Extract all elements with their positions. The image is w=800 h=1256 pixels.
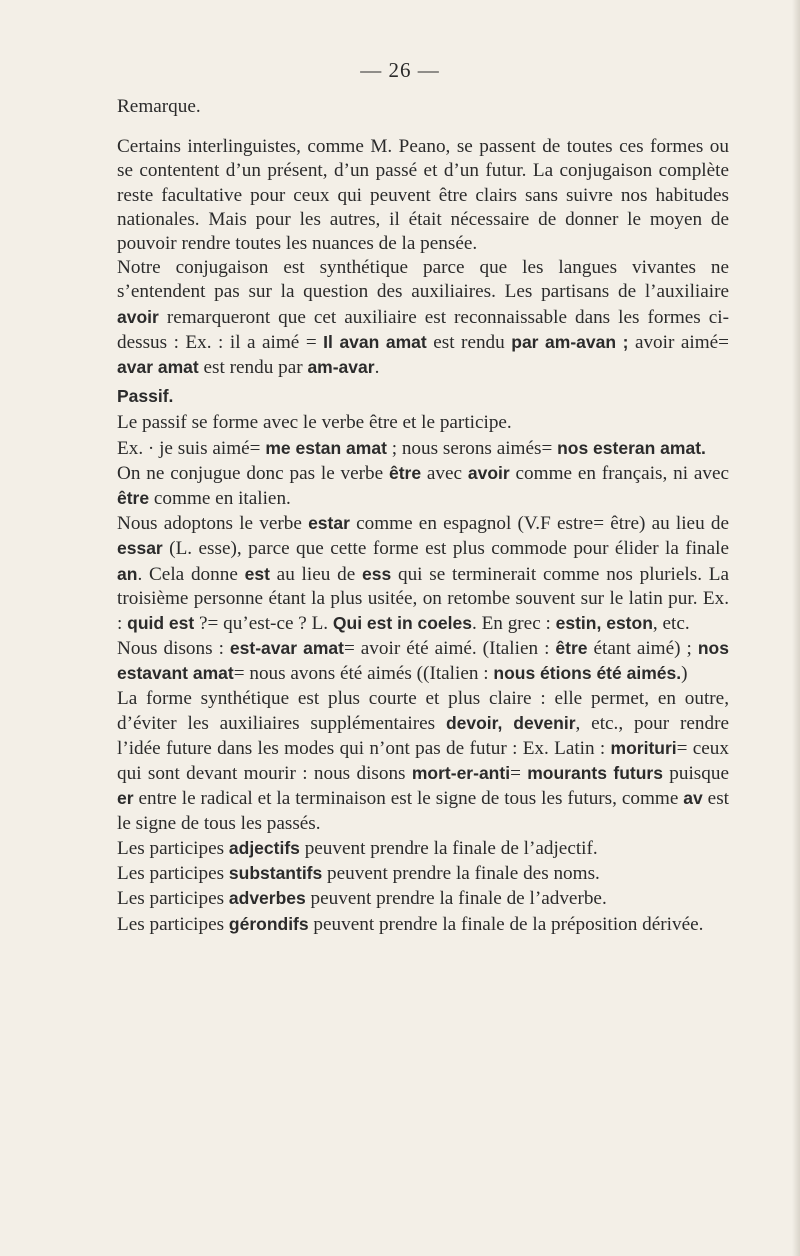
paragraph-8: La forme synthétique est plus courte et plus claire : elle permet, en outre, d’éviter les auxiliaires supplémentaires devoir, devenir, etc., pour rendre l’idée future dans les modes qui n’ont pas de futur : Ex. Latin : morituri= ceux qui sont devant mourir : nous disons mort-er-anti= mourants futurs puisque er entre le radical et la terminaison est le signe de tous les futurs, comme av est le signe de tous les passés. [117, 687, 729, 834]
page-body [117, 95, 729, 937]
subheading-passif: Passif. [117, 386, 174, 407]
example-avar-amat: avar amat [117, 357, 199, 378]
paragraph-1: Certains interlinguistes, comme M. Peano, se passent de toutes ces formes ou se contentent d’un présent, d’un passé et d’un futur. La conjugaison complète reste facultative pour ceux qui peuvent être clairs sans suivre nos habitudes nationales. Mais pour les autres, il était nécessaire de donner le moyen de pouvoir rendre toutes les nuances de la pensée. [117, 136, 729, 255]
page-number: — 26 — [360, 58, 440, 82]
paragraph-5: On ne conjugue donc pas le verbe être avec avoir comme en français, ni avec être comme en italien. [117, 462, 729, 510]
paragraph-7: Nous disons : est-avar amat= avoir été aimé. (Italien : être étant aimé) ; nos estavant amat= nous avons été aimés ((Italien : nous étions été aimés.) [117, 638, 729, 685]
example-il-avan-amat: Il avan amat [323, 331, 427, 352]
example-am-avan: par am-avan ; [511, 331, 629, 352]
paragraph-2: Notre conjugaison est synthétique parce que les langues vivantes ne s’entendent pas sur la question des auxiliaires. Les partisans de l’auxiliaire avoir remarqueront que cet auxiliaire est reconnaissable dans les formes ci-dessus : Ex. : il a aimé = Il avan amat est rendu par am-avan ; avoir aimé= avar amat est rendu par am-avar. [117, 257, 729, 379]
term-avoir: avoir [117, 306, 159, 327]
paragraph-12: Les participes gérondifs peuvent prendre la finale de la préposition dérivée. [117, 913, 704, 935]
paragraph-11: Les participes adverbes peuvent prendre la finale de l’adverbe. [117, 888, 607, 910]
paragraph-6: Nous adoptons le verbe estar comme en espagnol (V.F estre= être) au lieu de essar (L. esse), parce que cette forme est plus commode pour élider la finale an. Cela donne est au lieu de ess qui se terminerait comme nos pluriels. La troisième personne étant la plus usitée, on retombe souvent sur le latin pur. Ex. : quid est ?= qu’est-ce ? L. Qui est in coeles. En grec : estin, eston, etc. [117, 513, 729, 635]
page-edge-shadow [792, 0, 800, 1256]
paragraph-4: Ex. · je suis aimé= me estan amat ; nous serons aimés= nos esteran amat. [117, 437, 706, 459]
example-am-avar: am-avar [307, 357, 375, 378]
section-heading: Remarque. [117, 96, 201, 117]
paragraph-3: Le passif se forme avec le verbe être et le participe. [117, 412, 512, 434]
paragraph-10: Les participes substantifs peuvent prendre la finale des noms. [117, 863, 600, 885]
paragraph-9: Les participes adjectifs peuvent prendre la finale de l’adjectif. [117, 837, 598, 859]
